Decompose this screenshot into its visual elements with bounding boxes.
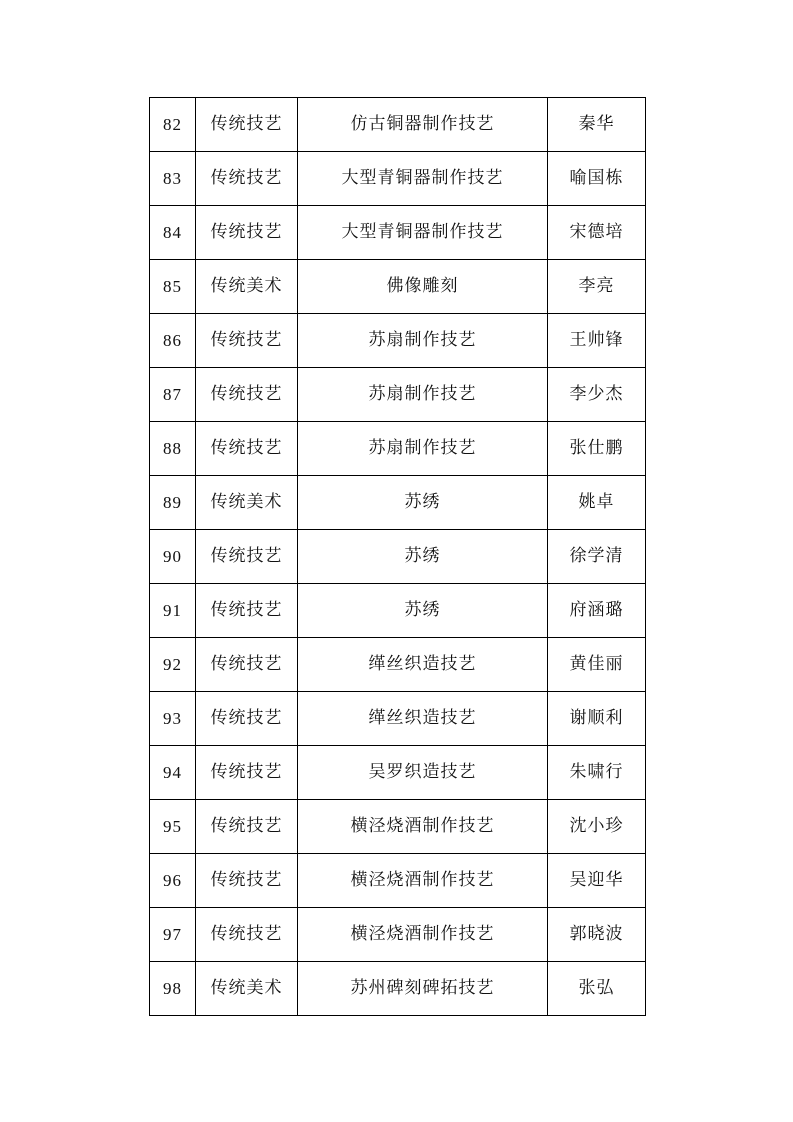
table-row	[150, 530, 646, 584]
inheritor-name-cell: 谢顺利	[548, 692, 646, 746]
inheritor-name-cell: 徐学清	[548, 530, 646, 584]
inheritor-name-cell: 王帅锋	[548, 314, 646, 368]
project-cell: 缂丝织造技艺	[298, 638, 548, 692]
inheritor-name-cell: 张弘	[548, 962, 646, 1016]
table-row	[150, 152, 646, 206]
category-cell: 传统技艺	[196, 692, 298, 746]
project-cell: 苏扇制作技艺	[298, 314, 548, 368]
project-cell: 横泾烧酒制作技艺	[298, 800, 548, 854]
category-cell: 传统技艺	[196, 908, 298, 962]
row-number-cell: 89	[150, 476, 196, 530]
table-row	[150, 584, 646, 638]
row-number-cell: 95	[150, 800, 196, 854]
row-number-cell: 86	[150, 314, 196, 368]
table-body	[150, 98, 646, 1016]
project-cell: 吴罗织造技艺	[298, 746, 548, 800]
heritage-inheritor-table	[149, 97, 646, 1016]
row-number-cell: 97	[150, 908, 196, 962]
project-cell: 仿古铜器制作技艺	[298, 98, 548, 152]
table-row	[150, 368, 646, 422]
inheritor-name-cell: 秦华	[548, 98, 646, 152]
inheritor-name-cell: 李亮	[548, 260, 646, 314]
table-row	[150, 854, 646, 908]
project-cell: 大型青铜器制作技艺	[298, 152, 548, 206]
inheritor-name-cell: 黄佳丽	[548, 638, 646, 692]
category-cell: 传统技艺	[196, 314, 298, 368]
project-cell: 苏绣	[298, 584, 548, 638]
row-number-cell: 93	[150, 692, 196, 746]
category-cell: 传统技艺	[196, 152, 298, 206]
category-cell: 传统技艺	[196, 98, 298, 152]
category-cell: 传统技艺	[196, 422, 298, 476]
category-cell: 传统技艺	[196, 854, 298, 908]
inheritor-name-cell: 吴迎华	[548, 854, 646, 908]
category-cell: 传统技艺	[196, 368, 298, 422]
inheritor-name-cell: 姚卓	[548, 476, 646, 530]
project-cell: 横泾烧酒制作技艺	[298, 908, 548, 962]
row-number-cell: 96	[150, 854, 196, 908]
table-row	[150, 908, 646, 962]
project-cell: 苏州碑刻碑拓技艺	[298, 962, 548, 1016]
row-number-cell: 82	[150, 98, 196, 152]
project-cell: 苏扇制作技艺	[298, 422, 548, 476]
category-cell: 传统美术	[196, 260, 298, 314]
category-cell: 传统技艺	[196, 746, 298, 800]
inheritor-name-cell: 府涵璐	[548, 584, 646, 638]
inheritor-name-cell: 郭晓波	[548, 908, 646, 962]
row-number-cell: 94	[150, 746, 196, 800]
inheritor-name-cell: 朱啸行	[548, 746, 646, 800]
category-cell: 传统技艺	[196, 584, 298, 638]
table-row	[150, 422, 646, 476]
table-row	[150, 314, 646, 368]
table-row	[150, 746, 646, 800]
inheritor-name-cell: 宋德培	[548, 206, 646, 260]
table-row	[150, 638, 646, 692]
project-cell: 佛像雕刻	[298, 260, 548, 314]
inheritor-name-cell: 喻国栋	[548, 152, 646, 206]
table-row	[150, 962, 646, 1016]
project-cell: 大型青铜器制作技艺	[298, 206, 548, 260]
project-cell: 苏绣	[298, 530, 548, 584]
table-row	[150, 98, 646, 152]
row-number-cell: 83	[150, 152, 196, 206]
row-number-cell: 84	[150, 206, 196, 260]
project-cell: 苏绣	[298, 476, 548, 530]
category-cell: 传统技艺	[196, 206, 298, 260]
category-cell: 传统美术	[196, 476, 298, 530]
table-row	[150, 206, 646, 260]
project-cell: 横泾烧酒制作技艺	[298, 854, 548, 908]
table-row	[150, 692, 646, 746]
row-number-cell: 85	[150, 260, 196, 314]
table-row	[150, 800, 646, 854]
row-number-cell: 88	[150, 422, 196, 476]
project-cell: 缂丝织造技艺	[298, 692, 548, 746]
row-number-cell: 90	[150, 530, 196, 584]
project-cell: 苏扇制作技艺	[298, 368, 548, 422]
category-cell: 传统技艺	[196, 800, 298, 854]
row-number-cell: 98	[150, 962, 196, 1016]
inheritor-name-cell: 李少杰	[548, 368, 646, 422]
table-row	[150, 260, 646, 314]
row-number-cell: 87	[150, 368, 196, 422]
category-cell: 传统美术	[196, 962, 298, 1016]
inheritor-name-cell: 张仕鹏	[548, 422, 646, 476]
category-cell: 传统技艺	[196, 530, 298, 584]
table-row	[150, 476, 646, 530]
row-number-cell: 92	[150, 638, 196, 692]
inheritor-name-cell: 沈小珍	[548, 800, 646, 854]
category-cell: 传统技艺	[196, 638, 298, 692]
row-number-cell: 91	[150, 584, 196, 638]
